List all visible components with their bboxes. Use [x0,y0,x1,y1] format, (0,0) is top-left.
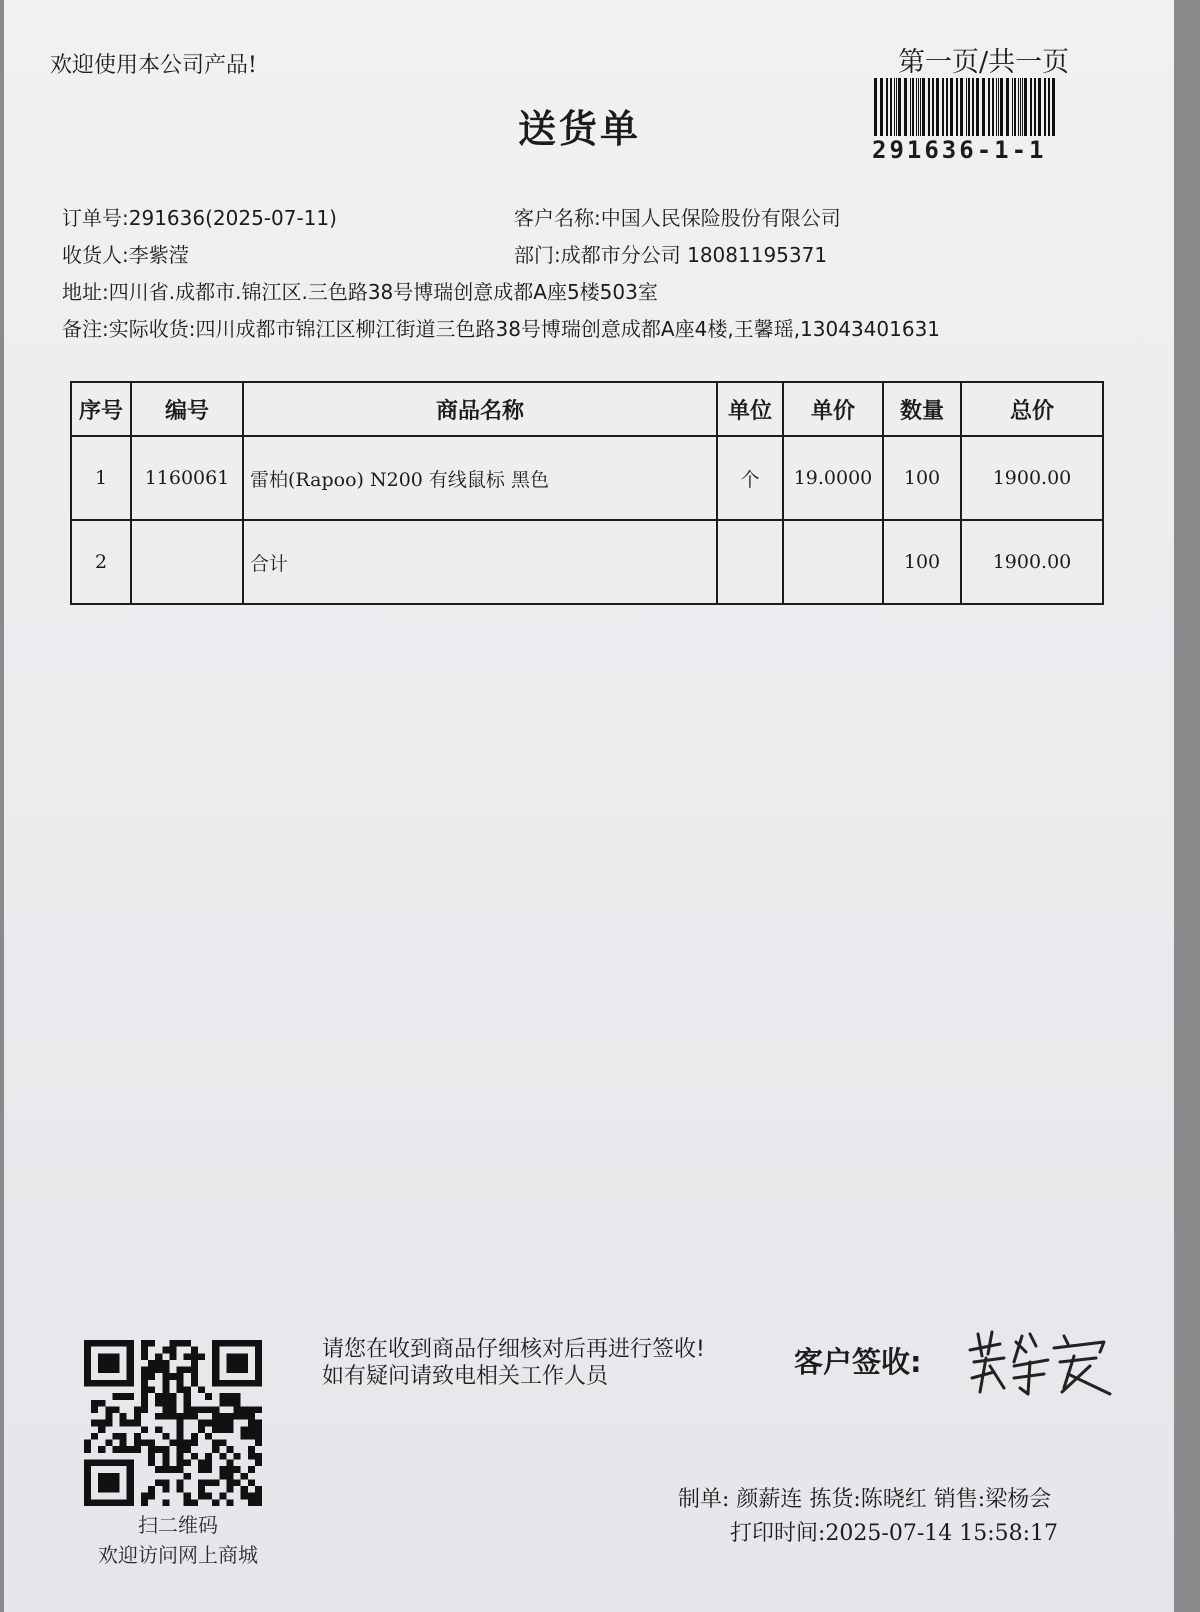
cell-unit-price: 19.0000 [783,436,883,520]
items-table [70,381,1104,605]
cell-unit-price [783,520,883,604]
address [62,276,658,305]
qr-caption [78,1510,278,1570]
table-row-total [71,520,1103,604]
recipient [62,239,189,268]
cell-product-name: 雷柏(Rapoo) N200 有线鼠标 黑色 [243,436,717,520]
header-total: 总价 [961,382,1103,436]
cell-quantity: 100 [883,520,961,604]
department-value: 成都市分公司 18081195371 [560,243,828,267]
document-title: 送货单 [518,107,642,151]
customer-name-value: 中国人民保险股份有限公司 [600,206,841,230]
header-unit: 单位 [717,382,783,436]
cell-code: 1160061 [131,436,243,520]
staff-info: 制单: 颜薪连 拣货:陈晓红 销售:梁杨会 [678,1487,1052,1512]
cell-seq: 2 [71,520,131,604]
cell-total: 1900.00 [961,436,1103,520]
header-seq: 序号 [71,382,131,436]
recipient-value: 李紫滢 [128,243,189,267]
remark-value: 实际收货:四川成都市锦江区柳江街道三色路38号博瑞创意成都A座4楼,王馨瑶,13043401631 [108,317,941,341]
table-row [71,436,1103,520]
address-label: 地址: [62,280,109,304]
remark [62,313,940,342]
print-time: 打印时间:2025-07-14 15:58:17 [730,1521,1059,1546]
header-quantity: 数量 [883,382,961,436]
welcome-text: 欢迎使用本公司产品! [50,53,257,78]
page-indicator: 第一页/共一页 [898,47,1070,78]
cell-unit [717,520,783,604]
cell-unit: 个 [717,436,783,520]
order-number [62,202,337,231]
barcode [872,78,1062,136]
department-label: 部门: [514,243,561,267]
customer-signature [964,1322,1119,1402]
header-unit-price: 单价 [783,382,883,436]
header-code: 编号 [131,382,243,436]
remark-label: 备注: [62,317,109,341]
customer-name [514,202,841,231]
customer-name-label: 客户名称: [514,206,601,230]
delivery-note-paper [4,0,1174,1612]
qr-code-icon [84,1340,262,1506]
order-number-value: 291636(2025-07-11) [128,206,337,230]
cell-total: 1900.00 [961,520,1103,604]
table-header-row [71,382,1103,436]
customer-signature-label: 客户签收: [794,1345,922,1379]
receipt-notice: 请您在收到商品仔细核对后再进行签收!如有疑问请致电相关工作人员 [322,1337,705,1389]
header-product-name: 商品名称 [243,382,717,436]
qr-caption-line-2: 欢迎访问网上商城 [98,1543,258,1567]
qr-caption-line-1: 扫二维码 [138,1513,218,1537]
address-value: 四川省.成都市.锦江区.三色路38号博瑞创意成都A座5楼503室 [108,280,658,304]
cell-quantity: 100 [883,436,961,520]
cell-code [131,520,243,604]
barcode-number: 291636-1-1 [872,136,1047,164]
department [514,239,827,268]
order-number-label: 订单号: [62,206,129,230]
cell-total-label: 合计 [243,520,717,604]
recipient-label: 收货人: [62,243,129,267]
cell-seq: 1 [71,436,131,520]
